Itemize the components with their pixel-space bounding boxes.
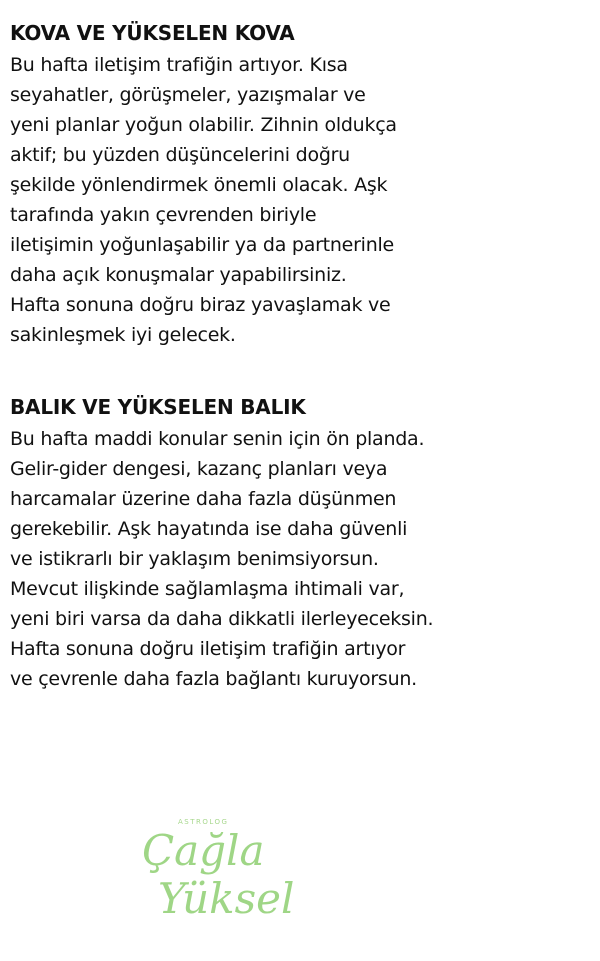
signature-watermark <box>130 808 300 948</box>
body-line: seyahatler, görüşmeler, yazışmalar ve <box>10 84 366 106</box>
section-balik <box>10 392 590 694</box>
body-line: Bu hafta iletişim trafiğin artıyor. Kısa <box>10 54 348 76</box>
body-line: yeni planlar yoğun olabilir. Zihnin oldukça <box>10 114 397 136</box>
section-kova <box>10 18 590 350</box>
section-title: KOVA VE YÜKSELEN KOVA <box>10 21 295 45</box>
body-line: Hafta sonuna doğru iletişim trafiğin artıyor <box>10 638 406 660</box>
body-line: Mevcut ilişkinde sağlamlaşma ihtimali var, <box>10 578 405 600</box>
body-line: sakinleşmek iyi gelecek. <box>10 324 236 346</box>
body-line: Bu hafta maddi konular senin için ön planda. <box>10 428 425 450</box>
horoscope-page <box>10 18 590 694</box>
body-line: harcamalar üzerine daha fazla düşünmen <box>10 488 397 510</box>
body-line: ve istikrarlı bir yaklaşım benimsiyorsun. <box>10 548 379 570</box>
signature-caption: ASTROLOG <box>178 818 229 826</box>
section-body <box>10 50 590 350</box>
body-line: gerekebilir. Aşk hayatında ise daha güvenli <box>10 518 408 540</box>
signature-first-name: Çağla <box>142 826 265 875</box>
body-line: şekilde yönlendirmek önemli olacak. Aşk <box>10 174 388 196</box>
section-body <box>10 424 590 694</box>
body-line: Gelir-gider dengesi, kazanç planları veya <box>10 458 388 480</box>
signature-last-name: Yüksel <box>158 874 295 923</box>
body-line: yeni biri varsa da daha dikkatli ilerleyeceksin. <box>10 608 434 630</box>
body-line: iletişimin yoğunlaşabilir ya da partnerinle <box>10 234 394 256</box>
section-title: BALIK VE YÜKSELEN BALIK <box>10 395 306 419</box>
body-line: ve çevrenle daha fazla bağlantı kuruyorsun. <box>10 668 417 690</box>
body-line: Hafta sonuna doğru biraz yavaşlamak ve <box>10 294 391 316</box>
body-line: aktif; bu yüzden düşüncelerini doğru <box>10 144 350 166</box>
body-line: daha açık konuşmalar yapabilirsiniz. <box>10 264 347 286</box>
body-line: tarafında yakın çevrenden biriyle <box>10 204 317 226</box>
